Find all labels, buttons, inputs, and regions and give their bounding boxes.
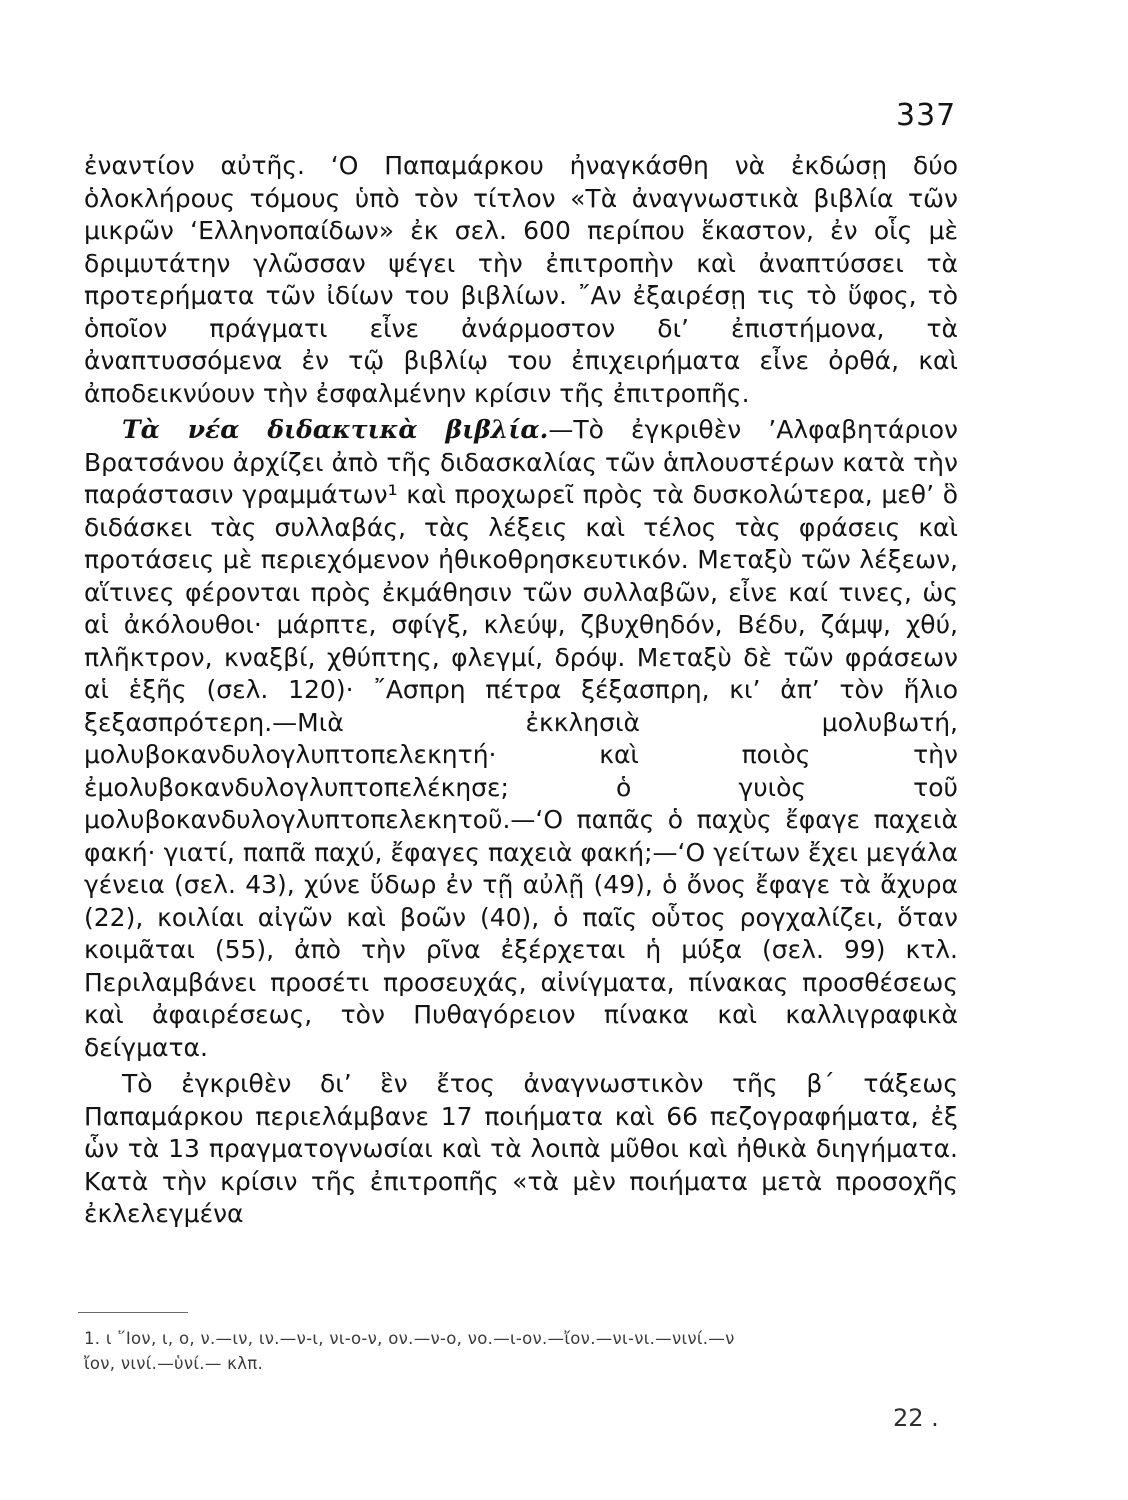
page-number: 337 [896,98,957,133]
paragraph-3: Τὸ ἐγκριθὲν δι’ ἓν ἔτος ἀναγνωστικὸν τῆς β΄ τάξεως Παπαμάρκου περιελάμβανε 17 ποιήματα καὶ 66 πεζογραφήματα, ἐξ ὧν τὰ 13 πραγματογνωσίαι καὶ τὰ λοιπὰ μῦθοι καὶ ἠθικὰ διηγήματα. Κατὰ τὴν κρίσιν τῆς ἐπιτροπῆς «τὰ μὲν ποιήματα μετὰ προσοχῆς ἐκλελεγμένα [84,1069,958,1228]
body-text [84,150,958,1231]
footnote-line-2: ἴον, νινί.—ὑνί.— κλπ. [84,1354,264,1373]
footnote-divider [78,1312,188,1313]
paragraph-2-text: —Τὸ ἐγκριθὲν ’Αλφαβητάριον Βρατσάνου ἀρχίζει ἀπὸ τῆς διδασκαλίας τῶν ἁπλουστέρων κατὰ τὴν παράστασιν γραμμάτων¹ καὶ προχωρεῖ πρὸς τὰ δυσκολώτερα, μεθ’ ὃ διδάσκει τὰς συλλαβάς, τὰς λέξεις καὶ τέλος τὰς φράσεις καὶ προτάσεις μὲ περιεχόμενον ἠθικοθρησκευτικόν. Μεταξὺ τῶν λέξεων, αἵτινες φέρονται πρὸς ἐκμάθησιν τῶν συλλαβῶν, εἶνε καί τινες, ὡς αἱ ἀκόλουθοι· μάρπτε, σφίγξ, κλεύψ, ζβυχθηδόν, Βέδυ, ζάμψ, χθύ, πλῆκτρον, κναξβί, χθύπτης, φλεγμί, δρόψ. Μεταξὺ δὲ τῶν φράσεων αἱ ἑξῆς (σελ. 120)· ῎Ασπρη πέτρα ξέξασπρη, κι’ ἀπ’ τὸν ἥλιο ξεξασπρότερη.—Μιὰ ἐκκλησιὰ μολυβωτή, μολυβοκανδυλογλυπτοπελεκητή· καὶ ποιὸς τὴν ἐμολυβοκανδυλογλυπτοπελέκησε; ὁ γυιὸς τοῦ μολυβοκανδυλογλυπτοπελεκητοῦ.—‘Ο παπᾶς ὁ παχὺς ἔφαγε παχειὰ φακή· γιατί, παπᾶ παχύ, ἔφαγες παχειὰ φακή;—‘Ο γείτων ἔχει μεγάλα γένεια (σελ. 43), χύνε ὕδωρ ἐν τῇ αὐλῇ (49), ὁ ὄνος ἔφαγε τὰ ἄχυρα (22), κοιλίαι αἰγῶν καὶ βοῶν (40), ὁ παῖς οὗτος ρογχαλίζει, ὅταν κοιμᾶται (55), ἀπὸ τὴν ρῖνα ἐξέρχεται ἡ μύξα (σελ. 99) κτλ. Περιλαμβάνει προσέτι προσευχάς, αἰνίγματα, πίνακας προσθέσεως καὶ ἀφαιρέσεως, τὸν Πυθαγόρειον πίνακα καὶ καλλιγραφικὰ δείγματα. [84,415,959,1062]
signature-mark: 22 . [893,1404,939,1432]
footnotes [84,1326,950,1376]
section-heading: Τὰ νέα διδακτικὰ βιβλία. [122,415,549,444]
paragraph-1: ἐναντίον αὐτῆς. ‘Ο Παπαμάρκου ἠναγκάσθη νὰ ἐκδώσῃ δύο ὁλοκλήρους τόμους ὑπὸ τὸν τίτλον «Τὰ ἀναγνωστικὰ βιβλία τῶν μικρῶν ‘Ελληνοπαίδων» ἐκ σελ. 600 περίπου ἕκαστον, ἐν οἷς μὲ δριμυτάτην γλῶσσαν ψέγει τὴν ἐπιτροπὴν καὶ ἀναπτύσσει τὰ προτερήματα τῶν ἰδίων του βιβλίων. ῎Αν ἐξαιρέσῃ τις τὸ ὕφος, τὸ ὁποῖον πράγματι εἶνε ἀνάρμοστον δι’ ἐπιστήμονα, τὰ ἀναπτυσσόμενα ἐν τῷ βιβλίῳ του ἐπιχειρήματα εἶνε ὀρθά, καὶ ἀποδεικνύουν τὴν ἐσφαλμένην κρίσιν τῆς ἐπιτροπῆς. [84,151,958,408]
paragraph-2 [84,414,958,1064]
footnote-line-1: 1. ι ῞Ιον, ι, ο, ν.—ιν, ιν.—ν-ι, νι-ο-ν, ον.—ν-ο, νο.—ι-ον.—ἴον.—νι-νι.—νινί.—ν [84,1329,735,1348]
